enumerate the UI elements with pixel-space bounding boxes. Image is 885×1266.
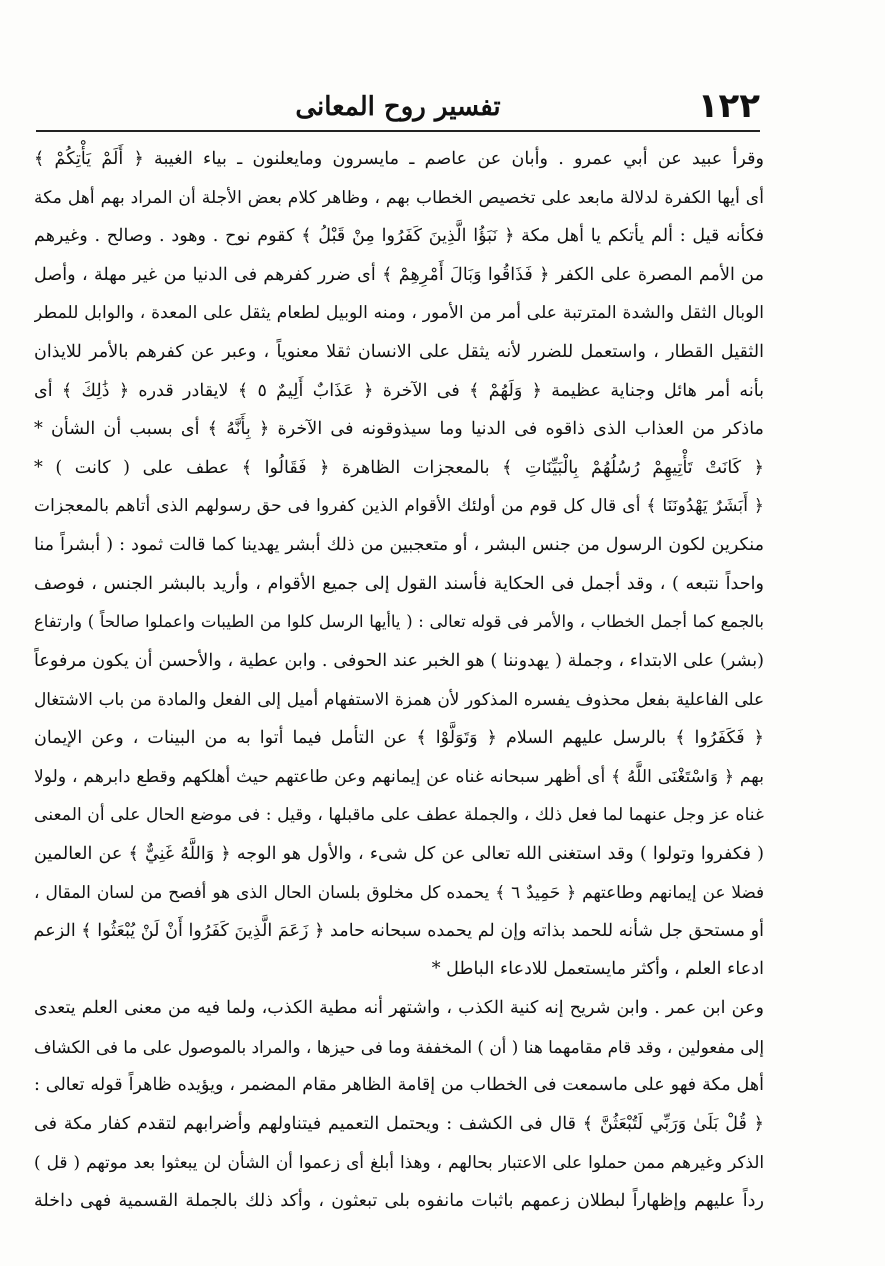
text-line: الثقيل القطار ، واستعمل للضرر لأنه يثقل على الانسان ثقلا معنوياً ، وعبر عن كفرهم بالأمر للايذان [34, 341, 764, 362]
text-line: أهل مكة فهو على ماسمعت فى الخطاب من إقامة الظاهر مقام المضمر ، ويؤيده ظاهراً قوله تعالى : [34, 1075, 764, 1096]
text-line: ماذكر من العذاب الذى ذاقوه فى الدنيا وما سيذوقونه فى الآخرة ﴿ بِأَنَّهُ ﴾ أى بسبب أن الشأن * [34, 419, 764, 440]
text-line: ﴿ فَكَفَرُوا ﴾ بالرسل عليهم السلام ﴿ وَتَوَلَّوْا ﴾ عن التأمل فيما أتوا به من البينات ، وعن الإيمان [34, 727, 764, 748]
text-line: إلى مفعولين ، وقد قام مقامهما هنا ( أن ) المخففة وما فى حيزها ، والمراد بالموصول على ما فى الكشاف [34, 1036, 764, 1057]
text-line: فضلا عن إيمانهم وطاعتهم ﴿ حَمِيدٌ ٦ ﴾ يحمده كل مخلوق بلسان الحال الذى هو أفصح من لسان المقال ، [34, 882, 764, 903]
text-line: ﴿ أَبَشَرٌ يَهْدُونَنَا ﴾ أى قال كل قوم من أولئك الأقوام الذين كفروا فى حق رسولهم الذى أتاهم بالمعجزات [34, 496, 764, 517]
page-header [36, 86, 760, 130]
header-rule [36, 130, 760, 132]
running-title: تفسير روح المعانى [295, 92, 501, 122]
body-text [34, 140, 764, 1221]
text-line: على الفاعلية بفعل محذوف يفسره المذكور لأن همزة الاستفهام أميل إلى الفعل والمادة من باب الاشتغال [34, 689, 764, 710]
text-line: أو مستحق جل شأنه للحمد بذاته وإن لم يحمده سبحانه حامد ﴿ زَعَمَ الَّذِينَ كَفَرُوا أَنْ لَنْ يُبْعَثُوا ﴾ الزعم [34, 920, 764, 941]
text-line: وعن ابن عمر . وابن شريح إنه كنية الكذب ، واشتهر أنه مطية الكذب، ولما فيه من معنى العلم يتعدى [34, 998, 764, 1019]
text-line: (بشر) على الابتداء ، وجملة ( يهدوننا ) هو الخبر عند الحوفى . وابن عطية ، والأحسن أن يكون مرفوعاً [34, 650, 764, 671]
text-line: من الأمم المصرة على الكفر ﴿ فَذَاقُوا وَبَالَ أَمْرِهِمْ ﴾ أى ضرر كفرهم فى الدنيا من غير مهلة ، وأصل [34, 264, 764, 285]
text-line: أى أيها الكفرة لدلالة مابعد على تخصيص الخطاب بهم ، وظاهر كلام بعض الأجلة أن المراد بهم أهل مكة [34, 187, 764, 208]
text-line: غناه عز وجل عنهما لما فعل ذلك ، والجملة عطف على ماقبلها ، وقيل : فى موضع الحال على أن المعنى [34, 805, 764, 826]
text-line: رداً عليهم وإظهاراً لبطلان زعمهم باثبات مانفوه بلى تبعثون ، وأكد ذلك بالجملة القسمية فهى داخلة [34, 1191, 764, 1212]
text-line: واحداً نتبعه ) ، وقد أجمل فى الحكاية فأسند القول إلى جميع الأقوام ، وأريد بالبشر الجنس ، فوصف [34, 573, 764, 594]
text-line: ادعاء العلم ، وأكثر مايستعمل للادعاء الباطل * [431, 959, 764, 980]
text-line: فكأنه قيل : ألم يأتكم يا أهل مكة ﴿ نَبَؤُا الَّذِينَ كَفَرُوا مِنْ قَبْلُ ﴾ كقوم نوح . وهود . وصالح . وغيرهم [34, 226, 764, 247]
text-line: بهم ﴿ وَاسْتَغْنَى اللَّهُ ﴾ أى أظهر سبحانه غناه عن إيمانهم وعن طاعتهم حيث أهلكهم وقطع دابرهم ، ولولا [34, 766, 764, 787]
text-line: بالجمع كما أجمل الخطاب ، والأمر فى قوله تعالى : ( ياأيها الرسل كلوا من الطيبات واعملوا صالحاً ) وارتفاع [34, 612, 764, 632]
page-number: ١٢٢ [697, 86, 760, 126]
text-line: بأنه أمر هائل وجناية عظيمة ﴿ وَلَهُمْ ﴾ فى الآخرة ﴿ عَذَابٌ أَلِيمٌ ٥ ﴾ لايقادر قدره ﴿ ذَٰلِكَ ﴾ أى [34, 380, 764, 401]
text-line: ﴿ كَانَتْ تَأْتِيهِمْ رُسُلُهُمْ بِالْبَيِّنَاتِ ﴾ بالمعجزات الظاهرة ﴿ فَقَالُوا ﴾ عطف على ( كانت ) * [34, 457, 764, 478]
text-line: منكرين لكون الرسول من جنس البشر ، أو متعجبين من ذلك أبشر يهدينا كما قالت ثمود : ( أبشراً منا [34, 534, 764, 555]
text-line: وقرأ عبيد عن أبي عمرو . وأبان عن عاصم ـ مايسرون ومايعلنون ـ بياء الغيبة ﴿ أَلَمْ يَأْتِكُمْ ﴾ [34, 149, 764, 169]
text-line: ﴿ قُلْ بَلَىٰ وَرَبِّي لَتُبْعَثُنَّ ﴾ قال فى الكشف : ويحتمل التعميم فيتناولهم وأضرابهم لتقدم كفار مكة فى [34, 1113, 764, 1134]
text-line: ( فكفروا وتولوا ) وقد استغنى الله تعالى عن كل شىء ، والأول هو الوجه ﴿ وَاللَّهُ غَنِيٌّ ﴾ عن العالمين [34, 843, 764, 864]
text-line: الوبال الثقل والشدة المترتبة على أمر من الأمور ، ومنه الوبيل لطعام يثقل على المعدة ، والوابل للمطر [34, 303, 764, 324]
text-line: الذكر وغيرهم ممن حملوا على الاعتبار بحالهم ، وهذا أبلغ أى زعموا أن الشأن لن يبعثوا بعد موتهم ( قل ) [34, 1152, 764, 1173]
